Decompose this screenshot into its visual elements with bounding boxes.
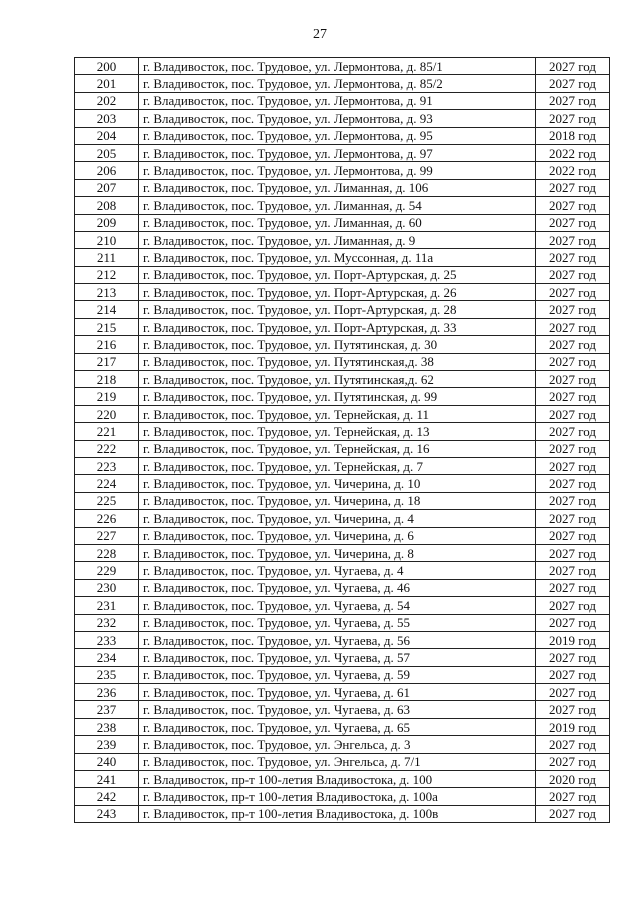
year-cell: 2027 год <box>536 736 610 753</box>
year-cell: 2027 год <box>536 58 610 75</box>
row-number-cell: 239 <box>75 736 139 753</box>
address-cell: г. Владивосток, пос. Трудовое, ул. Чичерина, д. 10 <box>139 475 536 492</box>
year-cell: 2027 год <box>536 423 610 440</box>
table-row <box>75 631 610 648</box>
table-row <box>75 179 610 196</box>
year-cell: 2027 год <box>536 214 610 231</box>
address-cell: г. Владивосток, пр-т 100-летия Владивостока, д. 100в <box>139 805 536 822</box>
year-cell: 2027 год <box>536 371 610 388</box>
address-cell: г. Владивосток, пос. Трудовое, ул. Порт-Артурская, д. 33 <box>139 318 536 335</box>
table-row <box>75 666 610 683</box>
address-cell: г. Владивосток, пос. Трудовое, ул. Лермонтова, д. 85/2 <box>139 75 536 92</box>
row-number-cell: 210 <box>75 231 139 248</box>
year-cell: 2020 год <box>536 771 610 788</box>
row-number-cell: 238 <box>75 718 139 735</box>
table-row <box>75 544 610 561</box>
address-cell: г. Владивосток, пос. Трудовое, ул. Чичерина, д. 8 <box>139 544 536 561</box>
row-number-cell: 230 <box>75 579 139 596</box>
table-row <box>75 440 610 457</box>
table-row <box>75 284 610 301</box>
address-cell: г. Владивосток, пос. Трудовое, ул. Тернейская, д. 16 <box>139 440 536 457</box>
row-number-cell: 203 <box>75 110 139 127</box>
address-cell: г. Владивосток, пос. Трудовое, ул. Лермонтова, д. 91 <box>139 92 536 109</box>
row-number-cell: 221 <box>75 423 139 440</box>
table-row <box>75 597 610 614</box>
year-cell: 2022 год <box>536 144 610 161</box>
year-cell: 2019 год <box>536 718 610 735</box>
row-number-cell: 204 <box>75 127 139 144</box>
address-cell: г. Владивосток, пос. Трудовое, ул. Чугаева, д. 56 <box>139 631 536 648</box>
address-cell: г. Владивосток, пос. Трудовое, ул. Энгельса, д. 3 <box>139 736 536 753</box>
address-cell: г. Владивосток, пос. Трудовое, ул. Лермонтова, д. 99 <box>139 162 536 179</box>
row-number-cell: 237 <box>75 701 139 718</box>
address-cell: г. Владивосток, пос. Трудовое, ул. Лиманная, д. 60 <box>139 214 536 231</box>
row-number-cell: 229 <box>75 562 139 579</box>
row-number-cell: 240 <box>75 753 139 770</box>
year-cell: 2027 год <box>536 318 610 335</box>
row-number-cell: 224 <box>75 475 139 492</box>
year-cell: 2027 год <box>536 197 610 214</box>
table-row <box>75 771 610 788</box>
table-row <box>75 144 610 161</box>
table-row <box>75 492 610 509</box>
address-cell: г. Владивосток, пос. Трудовое, ул. Чугаева, д. 4 <box>139 562 536 579</box>
year-cell: 2027 год <box>536 788 610 805</box>
row-number-cell: 200 <box>75 58 139 75</box>
row-number-cell: 223 <box>75 457 139 474</box>
year-cell: 2027 год <box>536 649 610 666</box>
table-row <box>75 75 610 92</box>
table-row <box>75 718 610 735</box>
table-row <box>75 58 610 75</box>
address-cell: г. Владивосток, пос. Трудовое, ул. Путятинская, д. 99 <box>139 388 536 405</box>
address-cell: г. Владивосток, пос. Трудовое, ул. Чичерина, д. 18 <box>139 492 536 509</box>
table-row <box>75 371 610 388</box>
address-cell: г. Владивосток, пос. Трудовое, ул. Лермонтова, д. 93 <box>139 110 536 127</box>
year-cell: 2027 год <box>536 805 610 822</box>
year-cell: 2027 год <box>536 579 610 596</box>
row-number-cell: 214 <box>75 301 139 318</box>
address-cell: г. Владивосток, пос. Трудовое, ул. Порт-Артурская, д. 25 <box>139 266 536 283</box>
row-number-cell: 227 <box>75 527 139 544</box>
row-number-cell: 216 <box>75 336 139 353</box>
row-number-cell: 242 <box>75 788 139 805</box>
year-cell: 2027 год <box>536 353 610 370</box>
table-row <box>75 788 610 805</box>
year-cell: 2027 год <box>536 92 610 109</box>
row-number-cell: 211 <box>75 249 139 266</box>
year-cell: 2019 год <box>536 631 610 648</box>
year-cell: 2027 год <box>536 457 610 474</box>
address-cell: г. Владивосток, пос. Трудовое, ул. Чугаева, д. 46 <box>139 579 536 596</box>
row-number-cell: 206 <box>75 162 139 179</box>
address-cell: г. Владивосток, пос. Трудовое, ул. Тернейская, д. 13 <box>139 423 536 440</box>
year-cell: 2027 год <box>536 284 610 301</box>
address-cell: г. Владивосток, пос. Трудовое, ул. Путятинская,д. 62 <box>139 371 536 388</box>
address-cell: г. Владивосток, пос. Трудовое, ул. Чичерина, д. 4 <box>139 510 536 527</box>
row-number-cell: 217 <box>75 353 139 370</box>
table-row <box>75 266 610 283</box>
table-row <box>75 214 610 231</box>
row-number-cell: 209 <box>75 214 139 231</box>
address-cell: г. Владивосток, пр-т 100-летия Владивостока, д. 100 <box>139 771 536 788</box>
row-number-cell: 213 <box>75 284 139 301</box>
address-cell: г. Владивосток, пос. Трудовое, ул. Порт-Артурская, д. 26 <box>139 284 536 301</box>
year-cell: 2027 год <box>536 510 610 527</box>
row-number-cell: 241 <box>75 771 139 788</box>
year-cell: 2027 год <box>536 475 610 492</box>
table-row <box>75 110 610 127</box>
row-number-cell: 219 <box>75 388 139 405</box>
address-cell: г. Владивосток, пос. Трудовое, ул. Лиманная, д. 9 <box>139 231 536 248</box>
row-number-cell: 218 <box>75 371 139 388</box>
page-number: 27 <box>313 27 327 42</box>
address-cell: г. Владивосток, пос. Трудовое, ул. Тернейская, д. 7 <box>139 457 536 474</box>
year-cell: 2027 год <box>536 492 610 509</box>
table-row <box>75 405 610 422</box>
address-cell: г. Владивосток, пос. Трудовое, ул. Чичерина, д. 6 <box>139 527 536 544</box>
table-row <box>75 805 610 822</box>
row-number-cell: 232 <box>75 614 139 631</box>
year-cell: 2027 год <box>536 562 610 579</box>
year-cell: 2027 год <box>536 614 610 631</box>
table-row <box>75 579 610 596</box>
table-row <box>75 684 610 701</box>
address-cell: г. Владивосток, пос. Трудовое, ул. Чугаева, д. 63 <box>139 701 536 718</box>
year-cell: 2027 год <box>536 179 610 196</box>
address-cell: г. Владивосток, пос. Трудовое, ул. Чугаева, д. 65 <box>139 718 536 735</box>
table-row <box>75 614 610 631</box>
table-row <box>75 249 610 266</box>
row-number-cell: 226 <box>75 510 139 527</box>
row-number-cell: 233 <box>75 631 139 648</box>
row-number-cell: 236 <box>75 684 139 701</box>
row-number-cell: 201 <box>75 75 139 92</box>
table-row <box>75 562 610 579</box>
address-schedule-table <box>74 57 610 823</box>
address-cell: г. Владивосток, пос. Трудовое, ул. Лермонтова, д. 85/1 <box>139 58 536 75</box>
row-number-cell: 205 <box>75 144 139 161</box>
year-cell: 2027 год <box>536 266 610 283</box>
table-row <box>75 336 610 353</box>
address-cell: г. Владивосток, пос. Трудовое, ул. Чугаева, д. 55 <box>139 614 536 631</box>
table-row <box>75 510 610 527</box>
table-row <box>75 527 610 544</box>
table-row <box>75 162 610 179</box>
year-cell: 2027 год <box>536 388 610 405</box>
address-cell: г. Владивосток, пос. Трудовое, ул. Лиманная, д. 54 <box>139 197 536 214</box>
address-cell: г. Владивосток, пос. Трудовое, ул. Чугаева, д. 59 <box>139 666 536 683</box>
address-cell: г. Владивосток, пос. Трудовое, ул. Чугаева, д. 57 <box>139 649 536 666</box>
table-row <box>75 736 610 753</box>
year-cell: 2027 год <box>536 231 610 248</box>
year-cell: 2027 год <box>536 405 610 422</box>
year-cell: 2018 год <box>536 127 610 144</box>
row-number-cell: 215 <box>75 318 139 335</box>
table-row <box>75 127 610 144</box>
table-row <box>75 649 610 666</box>
address-cell: г. Владивосток, пр-т 100-летия Владивостока, д. 100а <box>139 788 536 805</box>
table-row <box>75 475 610 492</box>
year-cell: 2027 год <box>536 336 610 353</box>
address-cell: г. Владивосток, пос. Трудовое, ул. Путятинская,д. 38 <box>139 353 536 370</box>
year-cell: 2027 год <box>536 249 610 266</box>
row-number-cell: 228 <box>75 544 139 561</box>
address-cell: г. Владивосток, пос. Трудовое, ул. Лермонтова, д. 97 <box>139 144 536 161</box>
row-number-cell: 202 <box>75 92 139 109</box>
table-row <box>75 197 610 214</box>
table-row <box>75 231 610 248</box>
table-row <box>75 388 610 405</box>
table-row <box>75 423 610 440</box>
row-number-cell: 208 <box>75 197 139 214</box>
row-number-cell: 222 <box>75 440 139 457</box>
year-cell: 2027 год <box>536 301 610 318</box>
year-cell: 2022 год <box>536 162 610 179</box>
row-number-cell: 235 <box>75 666 139 683</box>
row-number-cell: 225 <box>75 492 139 509</box>
year-cell: 2027 год <box>536 597 610 614</box>
address-cell: г. Владивосток, пос. Трудовое, ул. Чугаева, д. 54 <box>139 597 536 614</box>
table-row <box>75 92 610 109</box>
year-cell: 2027 год <box>536 440 610 457</box>
address-cell: г. Владивосток, пос. Трудовое, ул. Муссонная, д. 11а <box>139 249 536 266</box>
row-number-cell: 231 <box>75 597 139 614</box>
address-cell: г. Владивосток, пос. Трудовое, ул. Лермонтова, д. 95 <box>139 127 536 144</box>
row-number-cell: 243 <box>75 805 139 822</box>
table-row <box>75 753 610 770</box>
year-cell: 2027 год <box>536 666 610 683</box>
year-cell: 2027 год <box>536 110 610 127</box>
address-cell: г. Владивосток, пос. Трудовое, ул. Тернейская, д. 11 <box>139 405 536 422</box>
year-cell: 2027 год <box>536 753 610 770</box>
row-number-cell: 212 <box>75 266 139 283</box>
table-row <box>75 301 610 318</box>
address-cell: г. Владивосток, пос. Трудовое, ул. Путятинская, д. 30 <box>139 336 536 353</box>
year-cell: 2027 год <box>536 701 610 718</box>
address-cell: г. Владивосток, пос. Трудовое, ул. Лиманная, д. 106 <box>139 179 536 196</box>
address-cell: г. Владивосток, пос. Трудовое, ул. Порт-Артурская, д. 28 <box>139 301 536 318</box>
row-number-cell: 234 <box>75 649 139 666</box>
table-row <box>75 353 610 370</box>
table-row <box>75 701 610 718</box>
address-cell: г. Владивосток, пос. Трудовое, ул. Чугаева, д. 61 <box>139 684 536 701</box>
year-cell: 2027 год <box>536 684 610 701</box>
table-row <box>75 457 610 474</box>
address-cell: г. Владивосток, пос. Трудовое, ул. Энгельса, д. 7/1 <box>139 753 536 770</box>
table-body <box>75 58 610 823</box>
year-cell: 2027 год <box>536 527 610 544</box>
row-number-cell: 220 <box>75 405 139 422</box>
year-cell: 2027 год <box>536 75 610 92</box>
table-row <box>75 318 610 335</box>
row-number-cell: 207 <box>75 179 139 196</box>
year-cell: 2027 год <box>536 544 610 561</box>
